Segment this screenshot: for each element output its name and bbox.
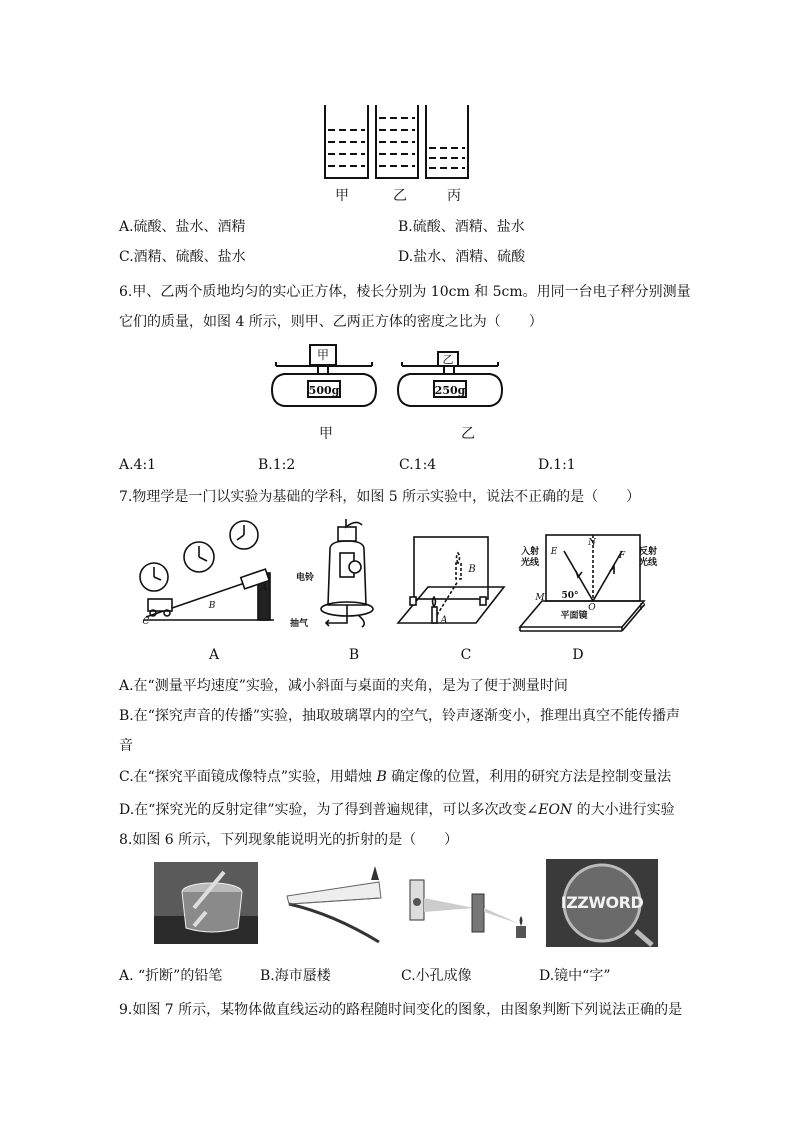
fig-d-point-m: M xyxy=(535,593,545,603)
beaker-label-bing: 丙 xyxy=(447,188,461,204)
fig-d-angle: 50° xyxy=(561,591,579,601)
fig-a-point-c: C xyxy=(142,617,150,627)
q8-option-c: C.小孔成像 xyxy=(401,968,472,984)
scale-jia-block-label: 甲 xyxy=(316,348,329,362)
q7-option-c-post: 确定像的位置，利用的研究方法是控制变量法 xyxy=(386,769,672,785)
fig-d-mirror-label: 平面镜 xyxy=(560,611,588,621)
scale-jia-reading: 500g xyxy=(308,384,340,397)
q7-option-b-line1: B.在“探究声音的传播”实验，抽取玻璃罩内的空气，铃声逐渐变小，推理出真空不能传播声 xyxy=(119,708,681,724)
q6-stem-line1: 6.甲、乙两个质地均匀的实心正方体，棱长分别为 10cm 和 5cm。用同一台电子秤分别测量 xyxy=(119,284,691,300)
scale-yi-caption: 乙 xyxy=(461,426,475,442)
fig-a-point-a: A xyxy=(260,584,268,594)
q8-option-d: D.镜中“字” xyxy=(539,968,611,984)
q8-stem: 8.如图 6 所示，下列现象能说明光的折射的是（ ） xyxy=(119,832,459,848)
q7-option-d-post: 的大小进行实验 xyxy=(572,802,675,818)
q7-option-d-var: EON xyxy=(538,802,573,818)
fig-c-caption: C xyxy=(460,647,472,663)
q7-stem: 7.物理学是一门以实验为基础的学科，如图 5 所示实验中，说法不正确的是（ ） xyxy=(119,489,641,505)
q6-option-d: D.1:1 xyxy=(538,457,576,473)
beaker-label-yi: 乙 xyxy=(393,188,407,204)
fig-c-point-b: B xyxy=(468,564,476,575)
fig-d-point-e: E xyxy=(550,547,558,557)
q5-option-b: B.硫酸、酒精、盐水 xyxy=(398,219,525,235)
q7-option-a: A.在“测量平均速度”实验，减小斜面与桌面的夹角，是为了便于测量时间 xyxy=(119,678,568,694)
fig-d-point-p: P xyxy=(638,603,646,613)
photo-c-pinhole xyxy=(402,872,532,942)
q9-stem: 9.如图 7 所示，某物体做直线运动的路程随时间变化的图象，由图象判断下列说法正确的是 xyxy=(119,1002,683,1018)
fig-b-caption: B xyxy=(348,647,360,663)
fig-d-point-n: N xyxy=(588,538,596,548)
fig-d-caption: D xyxy=(572,647,584,663)
beakers-figure xyxy=(318,100,478,180)
fig-d-reflected-label-2: 光线 xyxy=(638,558,657,568)
q7-option-b-line2: 音 xyxy=(119,738,133,754)
photo-b-mirage xyxy=(283,862,387,944)
fig-a-caption: A xyxy=(208,647,220,663)
fig-c-point-a: A xyxy=(440,615,448,626)
q7-option-d-pre: D.在“探究光的反射定律”实验，为了得到普遍规律，可以多次改变∠ xyxy=(119,802,539,818)
photo-d-text: IZZWORD xyxy=(560,893,644,912)
fig-d-point-f: F xyxy=(618,551,626,561)
scale-yi-block-label: 乙 xyxy=(442,353,454,366)
q7-option-c-pre: C.在“探究平面镜成像特点”实验，用蜡烛 xyxy=(119,769,377,785)
q8-option-a: A. “折断”的铅笔 xyxy=(119,968,223,984)
scale-jia-caption: 甲 xyxy=(319,426,333,442)
fig-d-incident-label-2: 光线 xyxy=(520,558,539,568)
q5-option-a: A.硫酸、盐水、酒精 xyxy=(119,219,246,235)
q6-option-c: C.1:4 xyxy=(399,457,437,473)
fig-c-mirror-imaging xyxy=(396,515,506,630)
fig-b-pump-label: 抽气 xyxy=(289,619,308,629)
q6-option-a: A.4:1 xyxy=(119,457,157,473)
q7-option-c xyxy=(119,767,671,787)
photo-a-pencil-in-glass xyxy=(154,862,258,944)
q5-option-c: C.酒精、硫酸、盐水 xyxy=(119,249,246,265)
q8-option-b: B.海市蜃楼 xyxy=(260,968,331,984)
fig-a-point-b: B xyxy=(208,601,216,611)
fig-b-bell-label: 电铃 xyxy=(295,573,314,583)
beaker-label-jia: 甲 xyxy=(335,188,349,204)
q7-option-d xyxy=(119,800,675,820)
fig-b-bell-jar xyxy=(310,515,390,630)
fig-d-reflected-label-1: 反射 xyxy=(638,547,657,557)
fig-d-incident-label-1: 入射 xyxy=(520,547,539,557)
q6-option-b: B.1:2 xyxy=(258,457,296,473)
q6-stem-line2: 它们的质量，如图 4 所示，则甲、乙两正方体的密度之比为（ ） xyxy=(119,314,543,330)
q5-option-d: D.盐水、酒精、硫酸 xyxy=(398,249,526,265)
scale-yi-reading: 250g xyxy=(434,384,466,397)
fig-d-point-o: O xyxy=(588,603,596,613)
q7-option-c-var: B xyxy=(376,769,387,785)
